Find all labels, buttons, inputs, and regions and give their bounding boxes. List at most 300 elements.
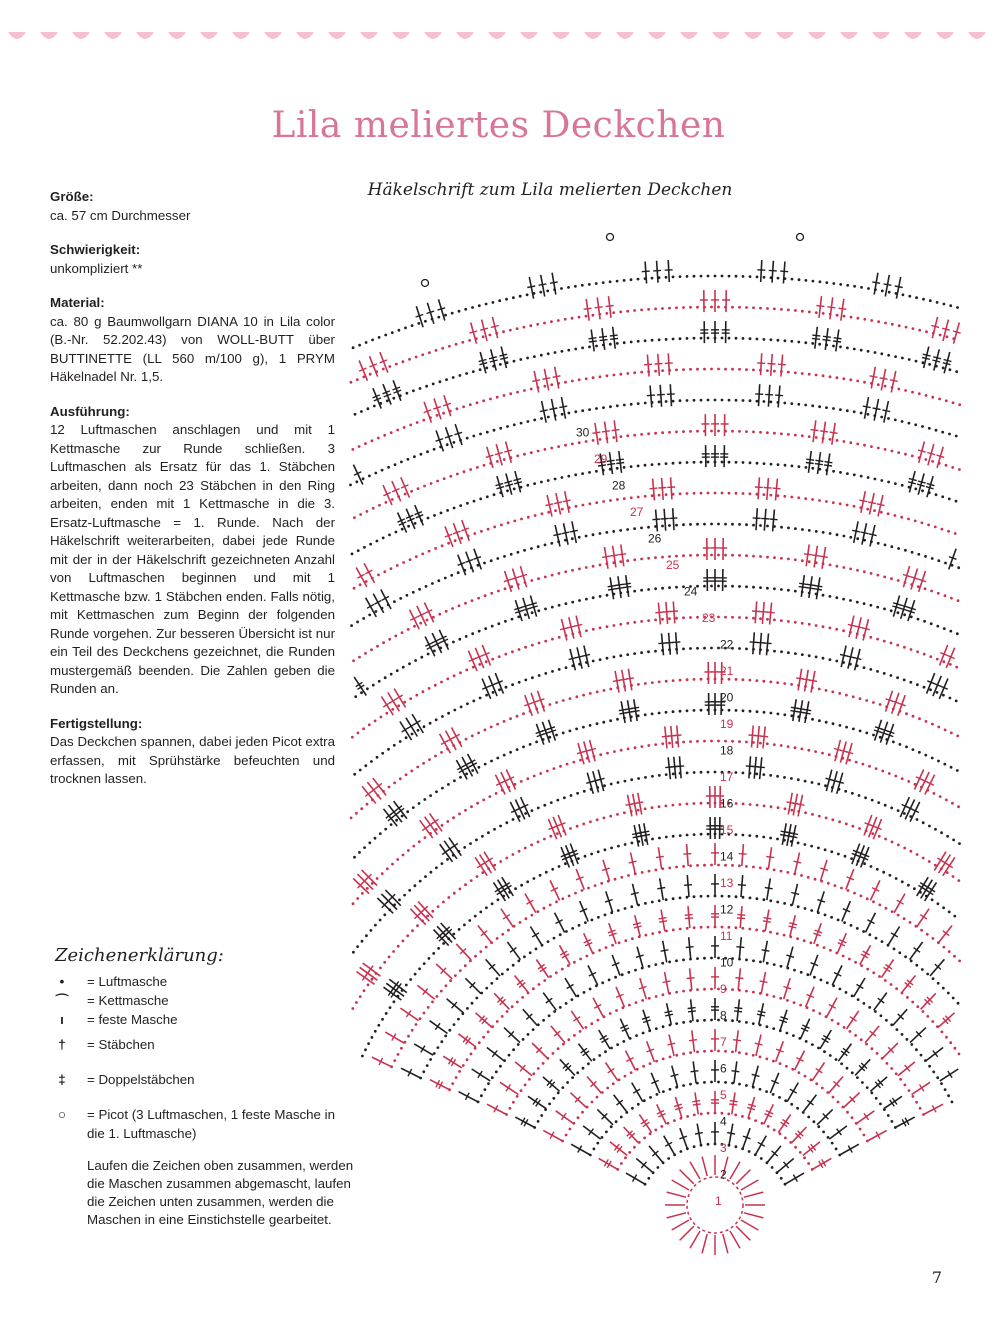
chain-stitch (474, 955, 477, 958)
chain-stitch (696, 1019, 699, 1022)
treble-stitch (829, 1126, 847, 1139)
chain-stitch (811, 467, 814, 470)
chain-stitch (596, 691, 599, 694)
chain-stitch (848, 759, 851, 762)
treble-stitch (768, 385, 769, 407)
chain-stitch (783, 713, 786, 716)
treble-stitch (861, 491, 865, 513)
chain-stitch (738, 554, 741, 557)
chain-stitch (818, 343, 821, 346)
chain-stitch (939, 334, 942, 337)
chain-stitch (870, 445, 873, 448)
treble-stitch (636, 1159, 653, 1173)
chain-stitch (703, 864, 706, 867)
stitch-crossbar (733, 1040, 741, 1041)
chain-stitch (928, 825, 931, 828)
chain-stitch (360, 691, 363, 694)
chain-stitch (787, 745, 790, 748)
chain-stitch (392, 950, 395, 953)
chain-stitch (724, 1050, 727, 1053)
chain-stitch (502, 330, 505, 333)
stitch-crossbar (914, 948, 920, 953)
chain-stitch (662, 1025, 665, 1028)
chain-stitch (915, 1101, 918, 1104)
chain-stitch (731, 306, 734, 309)
chain-stitch (672, 710, 675, 713)
chain-stitch (372, 684, 375, 687)
chain-stitch (620, 1116, 623, 1119)
chain-stitch (488, 795, 491, 798)
stitch-crossbar (695, 1133, 703, 1134)
chain-stitch (894, 355, 897, 358)
chain-stitch (633, 1146, 636, 1149)
chain-stitch (537, 609, 540, 612)
border-scallop (136, 32, 154, 39)
chain-stitch (845, 694, 848, 697)
chain-stitch (574, 285, 577, 288)
chain-stitch (777, 806, 780, 809)
chain-stitch (410, 490, 413, 493)
chain-stitch (440, 681, 443, 684)
chain-stitch (693, 771, 696, 774)
chain-stitch (710, 957, 713, 960)
stitch-crossbar (757, 1014, 765, 1016)
chain-stitch (710, 740, 713, 743)
chain-stitch (766, 587, 769, 590)
chain-stitch (731, 368, 734, 371)
chain-stitch (428, 687, 431, 690)
chain-stitch (851, 1116, 854, 1119)
chain-stitch (703, 523, 706, 526)
chain-stitch (647, 557, 650, 560)
chain-stitch (393, 744, 396, 747)
treble-stitch (847, 1011, 859, 1029)
chain-stitch (350, 381, 353, 384)
stitch-crossbar (761, 518, 769, 519)
chain-stitch (436, 995, 439, 998)
stitch-crossbar (532, 380, 540, 382)
chain-stitch (696, 647, 699, 650)
chain-stitch (937, 592, 940, 595)
chain-stitch (370, 760, 373, 763)
chain-stitch (466, 437, 469, 440)
chain-stitch (808, 623, 811, 626)
chain-stitch (499, 427, 502, 430)
treble-stitch (767, 633, 769, 655)
chain-stitch (784, 807, 787, 810)
chain-stitch (571, 537, 574, 540)
chain-stitch (703, 1050, 706, 1053)
chain-stitch (592, 596, 595, 599)
chain-stitch (728, 709, 731, 712)
stitch-crossbar (623, 587, 631, 588)
chain-stitch (529, 324, 532, 327)
chain-stitch (517, 551, 520, 554)
treble-stitch (552, 399, 556, 421)
chain-stitch (936, 658, 939, 661)
chain-stitch (770, 805, 773, 808)
chain-stitch (434, 684, 437, 687)
chain-stitch (742, 803, 745, 806)
chain-stitch (555, 701, 558, 704)
chain-stitch (686, 275, 689, 278)
chain-stitch (738, 864, 741, 867)
treble-stitch (755, 601, 757, 623)
stitch-crossbar (770, 519, 778, 520)
chain-stitch (825, 281, 828, 284)
chain-stitch (435, 718, 438, 721)
chain-stitch (904, 453, 907, 456)
chain-stitch (406, 594, 409, 597)
chain-stitch (363, 546, 366, 549)
legend-symbol: ⌒ (55, 993, 69, 1008)
border-scallop (968, 32, 986, 39)
chain-stitch (941, 1031, 944, 1034)
treble-stitch (363, 963, 381, 976)
chain-stitch (773, 587, 776, 590)
chain-stitch (707, 461, 710, 464)
chain-stitch (777, 339, 780, 342)
chain-stitch (589, 988, 592, 991)
chain-stitch (813, 1120, 816, 1123)
stitch-crossbar (827, 307, 835, 308)
treble-stitch (840, 1144, 859, 1155)
chain-stitch (537, 450, 540, 453)
stitch-crossbar (757, 767, 765, 768)
chain-stitch (609, 343, 612, 346)
chain-stitch (482, 1036, 485, 1039)
treble-stitch (773, 510, 775, 532)
chain-stitch (373, 405, 376, 408)
stitch-crossbar (608, 586, 616, 587)
chain-stitch (756, 338, 759, 341)
chain-stitch (879, 703, 882, 706)
treble-stitch (385, 890, 400, 906)
chain-stitch (801, 434, 804, 437)
chain-stitch (773, 963, 776, 966)
chain-stitch (648, 997, 651, 1000)
chain-stitch (587, 887, 590, 890)
chain-stitch (446, 858, 449, 861)
chain-stitch (568, 412, 571, 415)
chain-stitch (930, 590, 933, 593)
chain-stitch (526, 357, 529, 360)
stitch-crossbar (642, 271, 650, 272)
chain-stitch (368, 614, 371, 617)
chain-stitch (863, 318, 866, 321)
chain-stitch (783, 934, 786, 937)
chain-stitch (393, 1000, 396, 1003)
chain-stitch (937, 902, 940, 905)
treble-stitch (739, 937, 741, 959)
chain-stitch (634, 746, 637, 749)
treble-stitch (430, 1021, 448, 1034)
chain-stitch (409, 978, 412, 981)
legend-label: = Picot (3 Luftmaschen, 1 feste Masche in die 1. Luftmasche) (87, 1107, 335, 1141)
chain-stitch (735, 895, 738, 898)
chain-stitch (470, 805, 473, 808)
chain-stitch (627, 874, 630, 877)
chain-stitch (679, 803, 682, 806)
chain-stitch (428, 957, 431, 960)
chain-stitch (547, 479, 550, 482)
chain-stitch (392, 397, 395, 400)
chain-stitch (724, 585, 727, 588)
chain-stitch (721, 275, 724, 278)
chain-stitch (565, 1134, 568, 1137)
chain-stitch (916, 818, 919, 821)
treble-stitch (741, 875, 743, 897)
material-text: ca. 80 g Baumwollgarn DIANA 10 in Lila color (B.-Nr. 52.202.43) von WOLL-BUTT über BUTTINETTE (LL 560 m/100 g), 1 PRYM Häkelnadel Nr. 1,5. (50, 313, 335, 384)
chain-stitch (903, 812, 906, 815)
chain-stitch (651, 339, 654, 342)
legend-label: = Kettmasche (87, 993, 169, 1008)
stitch-crossbar (778, 364, 786, 365)
chain-stitch (721, 461, 724, 464)
chain-stitch (889, 874, 892, 877)
chain-stitch (624, 1156, 627, 1159)
treble-stitch (676, 632, 678, 654)
chain-stitch (735, 802, 738, 805)
chain-stitch (849, 378, 852, 381)
chain-stitch (490, 592, 493, 595)
chain-stitch (602, 281, 605, 284)
round-1-stitch (690, 1231, 700, 1248)
treble-stitch (622, 670, 626, 692)
chain-stitch (497, 622, 500, 625)
treble-stitch (742, 844, 744, 866)
stitch-crossbar (480, 328, 488, 330)
chain-stitch (516, 391, 519, 394)
chain-stitch (401, 631, 404, 634)
double-treble-stitch (740, 906, 742, 928)
chain-stitch (633, 371, 636, 374)
chain-stitch (808, 654, 811, 657)
chain-stitch (954, 1047, 957, 1050)
border-scallop (648, 32, 666, 39)
chain-stitch (923, 653, 926, 656)
chain-stitch (495, 792, 498, 795)
finishing-section (50, 715, 335, 789)
double-treble-stitch (827, 454, 830, 476)
chain-stitch (378, 336, 381, 339)
chain-stitch (435, 790, 438, 793)
treble-stitch (658, 354, 660, 376)
chain-stitch (784, 464, 787, 467)
chain-stitch (661, 431, 664, 434)
chain-stitch (804, 1075, 807, 1078)
chain-stitch (790, 683, 793, 686)
chain-stitch (790, 496, 793, 499)
chain-stitch (915, 964, 918, 967)
chain-stitch (408, 889, 411, 892)
chain-stitch (471, 1002, 474, 1005)
chain-stitch (872, 701, 875, 704)
chain-stitch (738, 585, 741, 588)
treble-stitch (478, 926, 492, 943)
round-1-stitch (672, 1220, 689, 1230)
chain-stitch (839, 283, 842, 286)
chain-stitch (537, 910, 540, 913)
chain-stitch (703, 647, 706, 650)
double-treble-stitch (902, 976, 916, 993)
stitch-crossbar (735, 978, 743, 979)
treble-stitch (783, 262, 785, 284)
chain-stitch (617, 845, 620, 848)
chain-stitch (513, 488, 516, 491)
chain-stitch (679, 679, 682, 682)
chain-stitch (876, 606, 879, 609)
chain-stitch (735, 709, 738, 712)
chain-stitch (382, 368, 385, 371)
stitch-crossbar (406, 1011, 411, 1018)
chain-stitch (530, 547, 533, 550)
chain-stitch (891, 841, 894, 844)
round-number: 29 (594, 452, 608, 466)
treble-stitch (753, 632, 755, 654)
chain-stitch (497, 590, 500, 593)
chain-stitch (851, 995, 854, 998)
chain-stitch (585, 598, 588, 601)
chain-stitch (388, 365, 391, 368)
chain-stitch (352, 346, 355, 349)
chain-stitch (717, 740, 720, 743)
chain-stitch (752, 1054, 755, 1057)
chain-stitch (496, 557, 499, 560)
chain-stitch (448, 345, 451, 348)
chain-stitch (520, 780, 523, 783)
chain-stitch (571, 1076, 574, 1079)
chain-stitch (640, 433, 643, 436)
chain-stitch (731, 554, 734, 557)
chain-stitch (651, 713, 654, 716)
chain-stitch (381, 1018, 384, 1021)
stitch-crossbar (797, 804, 805, 806)
chain-stitch (630, 496, 633, 499)
stitch-crossbar (760, 981, 768, 983)
chain-stitch (749, 897, 752, 900)
stitch-crossbar (686, 947, 694, 948)
chain-stitch (366, 887, 369, 890)
stitch-crossbar (823, 336, 831, 337)
chain-stitch (504, 653, 507, 656)
chain-stitch (835, 1058, 838, 1061)
stitch-crossbar (943, 363, 951, 365)
chain-stitch (548, 1103, 551, 1106)
chain-stitch (480, 530, 483, 533)
stitch-crossbar (631, 707, 639, 708)
chain-stitch (584, 921, 587, 924)
treble-stitch (532, 1043, 548, 1059)
chain-stitch (871, 799, 874, 802)
chain-stitch (875, 1097, 878, 1100)
chain-stitch (463, 924, 466, 927)
chain-stitch (745, 523, 748, 526)
stitch-crossbar (618, 554, 626, 555)
chain-stitch (773, 308, 776, 311)
chain-stitch (801, 622, 804, 625)
stitch-crossbar (659, 918, 667, 919)
round-number: 8 (720, 1008, 727, 1023)
chain-stitch (794, 434, 797, 437)
chain-stitch (870, 572, 873, 575)
chain-stitch (731, 740, 734, 743)
chain-stitch (416, 421, 419, 424)
chain-stitch (402, 666, 405, 669)
chain-stitch (738, 616, 741, 619)
chain-stitch (440, 1040, 443, 1043)
chain-stitch (388, 956, 391, 959)
chain-stitch (784, 1137, 787, 1140)
stitch-crossbar (674, 735, 682, 736)
chain-stitch (672, 276, 675, 279)
chain-stitch (693, 337, 696, 340)
chain-stitch (399, 740, 402, 743)
treble-stitch (738, 968, 740, 990)
treble-stitch (819, 296, 822, 318)
chain-stitch (785, 1065, 788, 1068)
chain-stitch (679, 399, 682, 402)
chain-stitch (544, 640, 547, 643)
chain-stitch (693, 678, 696, 681)
chain-stitch (649, 1062, 652, 1065)
stitch-crossbar (799, 583, 807, 584)
chain-stitch (847, 889, 850, 892)
chain-stitch (543, 804, 546, 807)
chain-stitch (452, 933, 455, 936)
picot (607, 234, 614, 241)
chain-stitch (665, 711, 668, 714)
double-treble-stitch (644, 823, 648, 845)
chain-stitch (920, 1054, 923, 1057)
round-1-stitch (723, 1234, 728, 1253)
chain-stitch (353, 516, 356, 519)
stitch-crossbar (882, 410, 890, 412)
chain-stitch (414, 973, 417, 976)
chain-stitch (658, 774, 661, 777)
chain-stitch (703, 957, 706, 960)
chain-stitch (665, 898, 668, 901)
chain-stitch (512, 1048, 515, 1051)
chain-stitch (682, 554, 685, 557)
stitch-crossbar (553, 376, 561, 378)
chain-stitch (820, 979, 823, 982)
chain-stitch (446, 678, 449, 681)
chain-stitch (566, 763, 569, 766)
chain-stitch (850, 857, 853, 860)
treble-stitch (669, 1035, 674, 1056)
chain-stitch (562, 732, 565, 735)
chain-stitch (599, 595, 602, 598)
chain-stitch (391, 708, 394, 711)
chain-stitch (458, 604, 461, 607)
chain-stitch (429, 722, 432, 725)
stitch-crossbar (923, 354, 931, 356)
double-treble-stitch (621, 701, 625, 723)
material-section (50, 294, 335, 387)
chain-stitch (506, 489, 509, 492)
chain-stitch (442, 942, 445, 945)
chain-stitch (358, 656, 361, 659)
chain-stitch (943, 627, 946, 630)
stitch-crossbar (684, 885, 692, 886)
chain-stitch (516, 715, 519, 718)
stitch-crossbar (670, 611, 678, 612)
chain-stitch (564, 381, 567, 384)
chain-stitch (865, 699, 868, 702)
chain-stitch (424, 875, 427, 878)
treble-stitch (484, 852, 496, 871)
